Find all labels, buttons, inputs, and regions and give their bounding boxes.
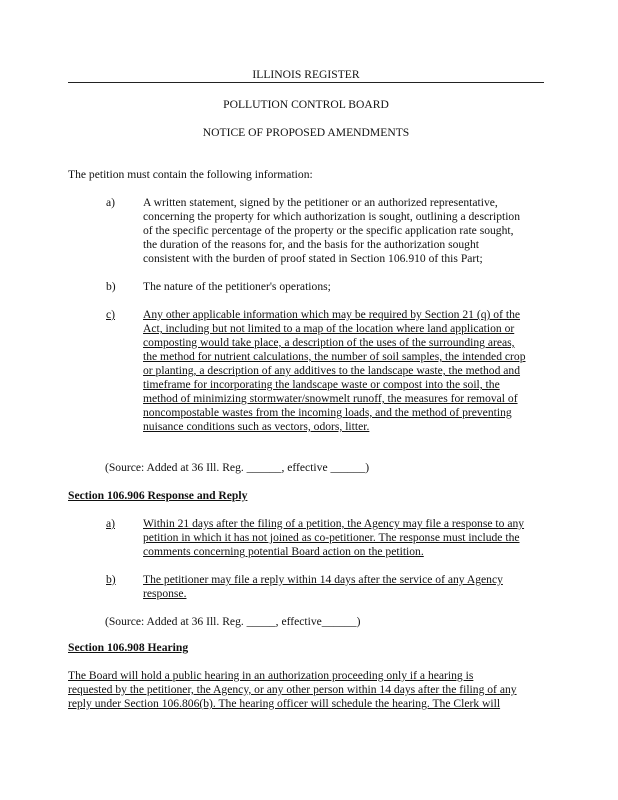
s908-line: The Board will hold a public hearing in an authorization proceeding only if a hearing is [68, 669, 474, 682]
item-a-line: of the specific percentage of the property or the specific application rate sought, [143, 224, 514, 237]
s906-item-b-line: response. [143, 587, 187, 600]
s906-source-note: (Source: Added at 36 Ill. Reg. _____, effective______) [105, 615, 361, 628]
item-c-line: composting would take place, a description of the uses of the surrounding areas, [143, 336, 515, 349]
register-title: ILLINOIS REGISTER [252, 68, 360, 81]
header-rule [68, 82, 544, 83]
item-c-line: the method for nutrient calculations, the number of soil samples, the intended crop [143, 350, 526, 363]
s906-item-a-label: a) [106, 517, 116, 530]
item-a-line: the duration of the reasons for, and the basis for the authorization sought [143, 238, 479, 251]
item-a-label: a) [106, 196, 116, 209]
item-c-line: method of minimizing stormwater/snowmelt runoff, the measures for removal of [143, 392, 518, 405]
source-note: (Source: Added at 36 Ill. Reg. ______, effective ______) [105, 461, 370, 474]
item-c-line: nuisance conditions such as vectors, odors, litter. [143, 420, 370, 433]
s906-item-a-line: petition in which it has not joined as co-petitioner. The response must include the [143, 531, 520, 544]
s906-item-a-line: Within 21 days after the filing of a petition, the Agency may file a response to any [143, 517, 525, 530]
item-a-line: A written statement, signed by the petitioner or an authorized representative, [143, 196, 498, 209]
notice-title: NOTICE OF PROPOSED AMENDMENTS [202, 126, 410, 139]
item-b-label: b) [106, 280, 116, 293]
section-908-heading: Section 106.908 Hearing [68, 641, 189, 654]
item-c-label: c) [106, 308, 116, 321]
s906-item-b-label: b) [106, 573, 116, 586]
item-c-line: noncompostable wastes from the incoming loads, and the method of preventing [143, 406, 512, 419]
item-a-line: concerning the property for which authorization is sought, outlining a description [143, 210, 521, 223]
item-c-line: Act, including but not limited to a map of the location where land application or [143, 322, 515, 335]
s908-line: reply under Section 106.806(b). The hearing officer will schedule the hearing. The Clerk will [68, 697, 501, 710]
item-c-line: timeframe for incorporating the landscape waste or compost into the soil, the [143, 378, 500, 391]
item-a-line: consistent with the burden of proof stated in Section 106.910 of this Part; [143, 252, 483, 265]
board-title: POLLUTION CONTROL BOARD [223, 98, 389, 111]
s906-item-b-line: The petitioner may file a reply within 14 days after the service of any Agency [143, 573, 503, 586]
intro-text: The petition must contain the following information: [68, 168, 313, 181]
s906-item-a-line: comments concerning potential Board action on the petition. [143, 545, 424, 558]
item-b-line: The nature of the petitioner's operations; [143, 280, 331, 293]
item-c-line: or planting, a description of any additives to the landscape waste, the method and [143, 364, 521, 377]
section-906-heading: Section 106.906 Response and Reply [68, 489, 248, 502]
item-c-line: Any other applicable information which may be required by Section 21 (q) of the [143, 308, 521, 321]
s908-line: requested by the petitioner, the Agency, or any other person within 14 days after the filing of any [68, 683, 517, 696]
